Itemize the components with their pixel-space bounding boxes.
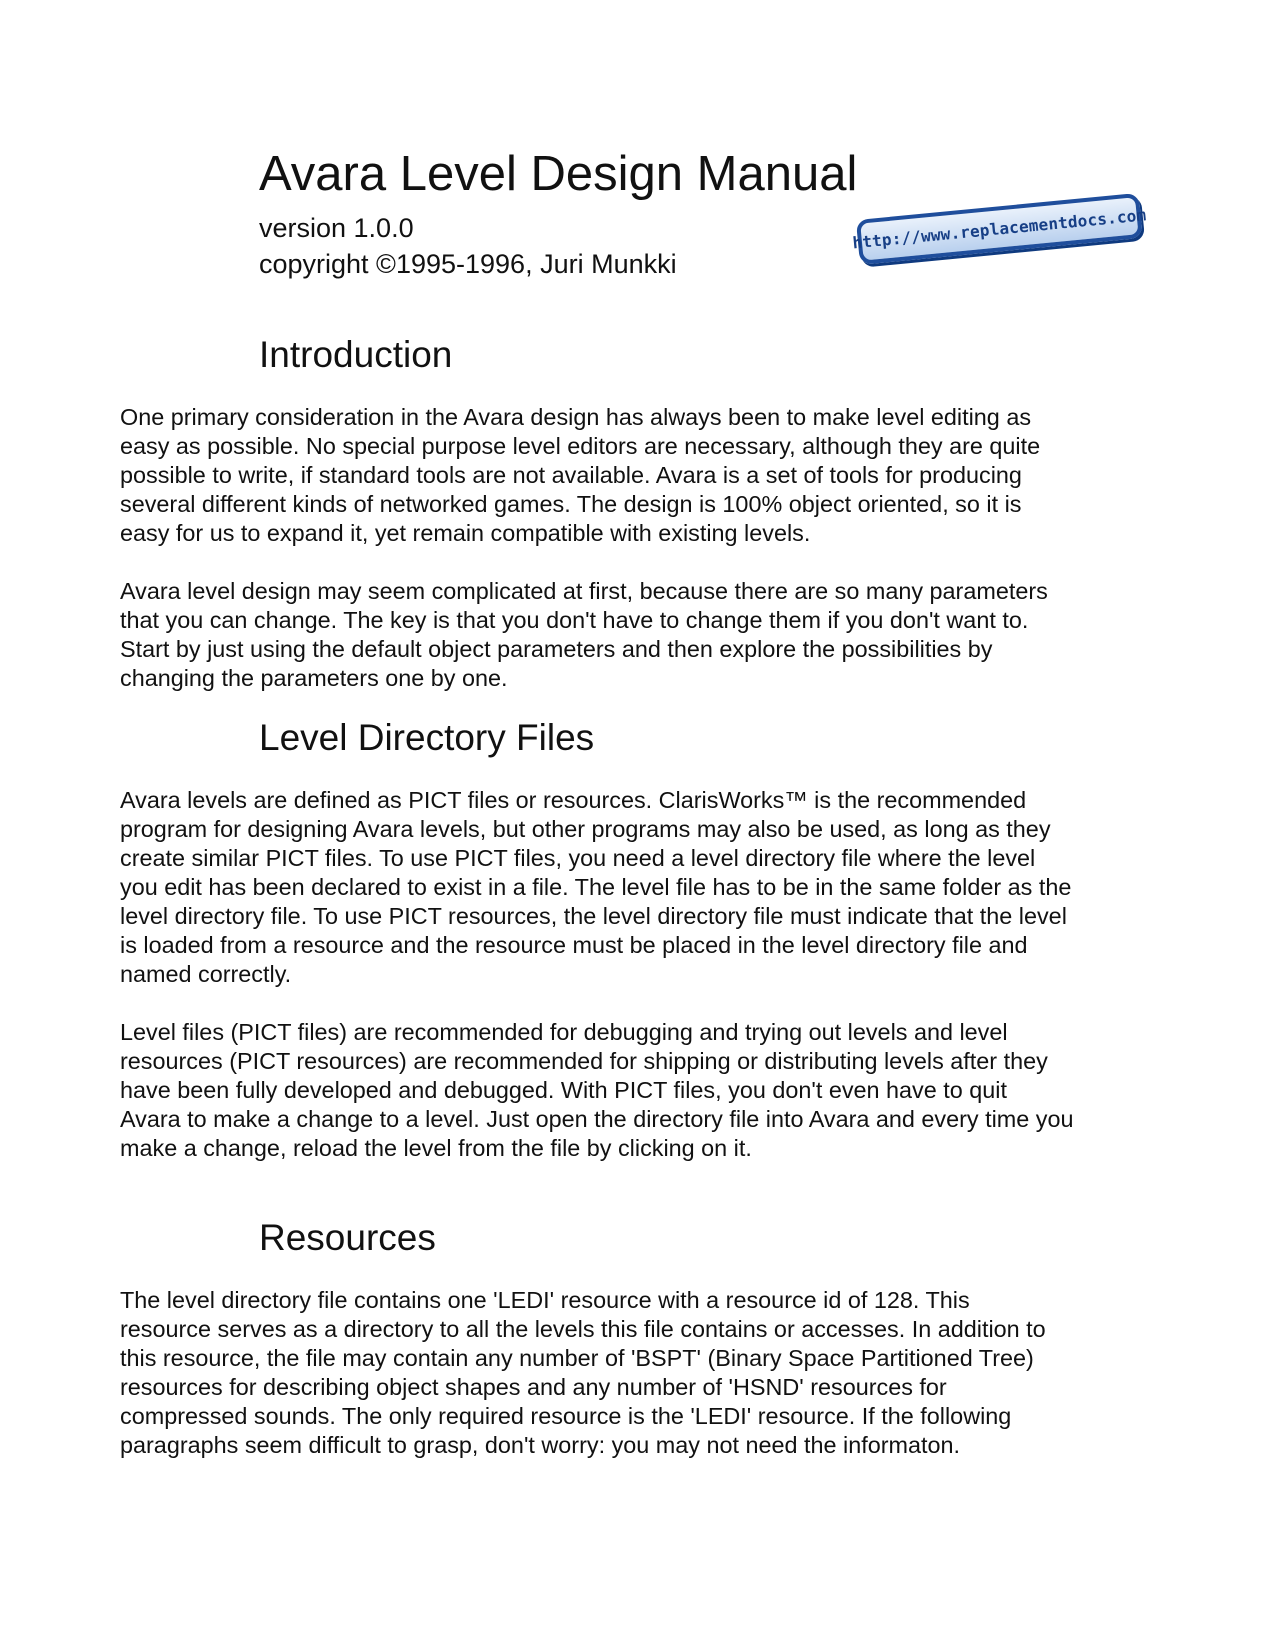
text-line: possible to write, if standard tools are not available. Avara is a set of tools for producing [120, 462, 1022, 488]
text-line: that you can change. The key is that you don't have to change them if you don't want to. [120, 607, 1029, 633]
text-line: Avara to make a change to a level. Just open the directory file into Avara and every time you [120, 1106, 1074, 1132]
text-line: Avara levels are defined as PICT files or resources. ClarisWorks™ is the recommended [120, 787, 1027, 813]
url-badge-text: http://www.replacementdocs.com [851, 205, 1148, 253]
text-line: is loaded from a resource and the resource must be placed in the level directory file and [120, 932, 1028, 958]
section-heading-level-directory-files: Level Directory Files [259, 717, 595, 758]
text-line: program for designing Avara levels, but other programs may also be used, as long as they [120, 816, 1051, 842]
text-line: resources for describing object shapes and any number of 'HSND' resources for [120, 1374, 947, 1400]
text-line: compressed sounds. The only required resource is the 'LEDI' resource. If the following [120, 1403, 1012, 1429]
paragraph-intro-2 [120, 577, 1160, 693]
section-heading-resources: Resources [259, 1217, 436, 1258]
text-line: One primary consideration in the Avara design has always been to make level editing as [120, 404, 1032, 430]
text-line: paragraphs seem difficult to grasp, don't worry: you may not need the informaton. [120, 1432, 961, 1458]
text-line: resources (PICT resources) are recommended for shipping or distributing levels after they [120, 1048, 1048, 1074]
text-line: named correctly. [120, 961, 292, 987]
paragraph-level-directory-1 [120, 786, 1160, 989]
version-line: version 1.0.0 [259, 213, 414, 243]
text-line: have been fully developed and debugged. With PICT files, you don't even have to quit [120, 1077, 1007, 1103]
text-line: Level files (PICT files) are recommended for debugging and trying out levels and level [120, 1019, 1008, 1045]
text-line: easy as possible. No special purpose level editors are necessary, although they are quite [120, 433, 1041, 459]
paragraph-resources-1 [120, 1286, 1160, 1460]
text-line: you edit has been declared to exist in a file. The level file has to be in the same folder as the [120, 874, 1072, 900]
copyright-line: copyright ©1995-1996, Juri Munkki [259, 249, 677, 279]
section-heading-introduction: Introduction [259, 334, 453, 375]
paragraph-level-directory-2 [120, 1018, 1160, 1163]
text-line: create similar PICT files. To use PICT files, you need a level directory file where the level [120, 845, 1036, 871]
text-line: make a change, reload the level from the file by clicking on it. [120, 1135, 752, 1161]
text-line: several different kinds of networked games. The design is 100% object oriented, so it is [120, 491, 1022, 517]
text-line: changing the parameters one by one. [120, 665, 508, 691]
text-line: level directory file. To use PICT resources, the level directory file must indicate that the level [120, 903, 1067, 929]
text-line: resource serves as a directory to all the levels this file contains or accesses. In addition to [120, 1316, 1046, 1342]
document-title: Avara Level Design Manual [259, 147, 858, 201]
text-line: Avara level design may seem complicated at first, because there are so many parameters [120, 578, 1048, 604]
url-badge-link[interactable] [851, 193, 1148, 265]
text-line: The level directory file contains one 'LEDI' resource with a resource id of 128. This [120, 1287, 970, 1313]
text-line: this resource, the file may contain any number of 'BSPT' (Binary Space Partitioned Tree) [120, 1345, 1034, 1371]
text-line: Start by just using the default object parameters and then explore the possibilities by [120, 636, 993, 662]
paragraph-intro-1 [120, 403, 1160, 548]
text-line: easy for us to expand it, yet remain compatible with existing levels. [120, 520, 811, 546]
